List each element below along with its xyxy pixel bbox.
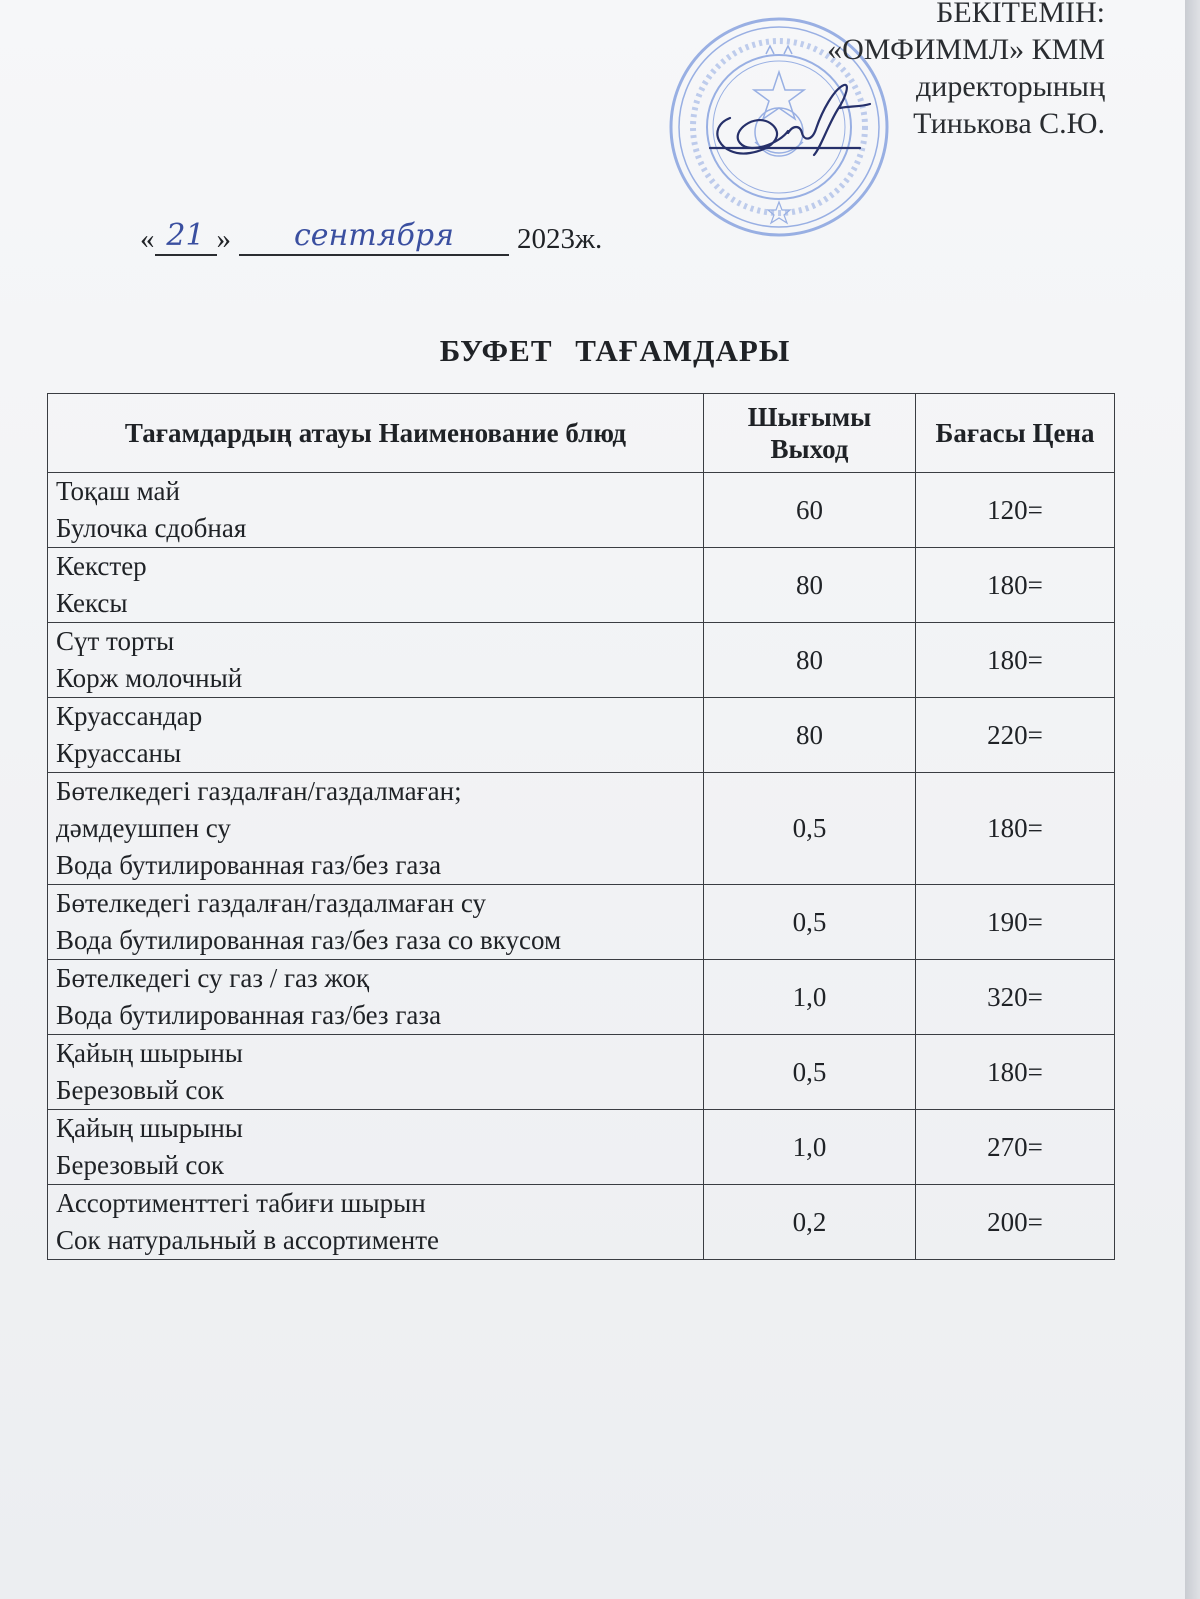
table-body xyxy=(48,473,1115,1260)
price-cell: 180= xyxy=(916,1035,1115,1110)
dish-name-line: Бөтелкедегі газдалған/газдалмаған; xyxy=(56,776,462,806)
price-cell: 270= xyxy=(916,1110,1115,1185)
dish-name-cell xyxy=(48,473,704,548)
table-row xyxy=(48,1110,1115,1185)
dish-name-line: Корж молочный xyxy=(56,663,243,693)
dish-name-line: Березовый сок xyxy=(56,1075,224,1105)
dish-name-line: Қайың шырыны xyxy=(56,1113,243,1143)
dish-name-line: Қайың шырыны xyxy=(56,1038,243,1068)
dish-name-line: дәмдеушпен су xyxy=(56,813,231,843)
dish-name-line: Вода бутилированная газ/без газа xyxy=(56,1000,442,1030)
table-row xyxy=(48,473,1115,548)
table-row xyxy=(48,960,1115,1035)
header-dish-name-kz: Тағамдардың атауы xyxy=(124,418,372,448)
approval-position: директорының xyxy=(916,70,1105,103)
header-price-kz: Бағасы xyxy=(935,418,1026,448)
date-open-quote: « xyxy=(140,223,155,255)
dish-name-line: Бөтелкедегі су газ / газ жоқ xyxy=(56,963,370,993)
approval-date xyxy=(140,218,602,256)
dish-name-cell xyxy=(48,773,704,885)
output-cell: 80 xyxy=(704,548,916,623)
date-day: 21 xyxy=(155,218,217,256)
buffet-menu-table xyxy=(47,393,1115,1260)
output-cell: 1,0 xyxy=(704,1110,916,1185)
output-cell: 0,5 xyxy=(704,1035,916,1110)
dish-name-line: Тоқаш май xyxy=(56,476,180,506)
table-row xyxy=(48,698,1115,773)
price-cell: 180= xyxy=(916,623,1115,698)
dish-name-line: Кекстер xyxy=(56,551,147,581)
page-edge-shadow xyxy=(1185,0,1200,1599)
table-row xyxy=(48,548,1115,623)
table-row xyxy=(48,1035,1115,1110)
table-row xyxy=(48,773,1115,885)
page-title: БУФЕТ ТАҒАМДАРЫ xyxy=(439,333,791,368)
output-cell: 60 xyxy=(704,473,916,548)
output-cell: 0,5 xyxy=(704,885,916,960)
table-header-row xyxy=(48,394,1115,473)
approval-director-name: Тинькова С.Ю. xyxy=(913,107,1105,140)
dish-name-cell xyxy=(48,960,704,1035)
dish-name-line: Вода бутилированная газ/без газа со вкусом xyxy=(56,925,562,955)
dish-name-line: Кексы xyxy=(56,588,128,618)
dish-name-line: Ассортименттегі табиғи шырын xyxy=(56,1188,426,1218)
approval-block xyxy=(827,0,1105,142)
header-price xyxy=(916,394,1115,473)
header-output xyxy=(704,394,916,473)
dish-name-cell xyxy=(48,1035,704,1110)
header-dish-name-ru: Наименование блюд xyxy=(378,418,627,448)
dish-name-line: Березовый сок xyxy=(56,1150,224,1180)
output-cell: 80 xyxy=(704,623,916,698)
dish-name-cell xyxy=(48,885,704,960)
approval-heading: БЕКІТЕМІН: xyxy=(936,0,1105,29)
dish-name-cell xyxy=(48,1110,704,1185)
output-cell: 1,0 xyxy=(704,960,916,1035)
price-cell: 120= xyxy=(916,473,1115,548)
table-row xyxy=(48,623,1115,698)
dish-name-line: Сүт торты xyxy=(56,626,175,656)
output-cell: 80 xyxy=(704,698,916,773)
dish-name-line: Вода бутилированная газ/без газа xyxy=(56,850,442,880)
dish-name-cell xyxy=(48,548,704,623)
dish-name-line: Бөтелкедегі газдалған/газдалмаған су xyxy=(56,888,486,918)
date-close-quote: » xyxy=(216,223,231,255)
date-month: сентября xyxy=(239,218,509,256)
price-cell: 190= xyxy=(916,885,1115,960)
table-row xyxy=(48,885,1115,960)
header-dish-name xyxy=(48,394,704,473)
header-price-ru: Цена xyxy=(1032,418,1095,448)
dish-name-cell xyxy=(48,623,704,698)
dish-name-cell xyxy=(48,698,704,773)
date-year: 2023ж. xyxy=(517,223,603,255)
output-cell: 0,2 xyxy=(704,1185,916,1260)
price-cell: 220= xyxy=(916,698,1115,773)
dish-name-line: Сок натуральный в ассортименте xyxy=(56,1225,439,1255)
header-output-kz: Шығымы xyxy=(747,402,872,432)
dish-name-cell xyxy=(48,1185,704,1260)
header-output-ru: Выход xyxy=(770,434,849,464)
price-cell: 200= xyxy=(916,1185,1115,1260)
dish-name-line: Круассаны xyxy=(56,738,182,768)
dish-name-line: Круассандар xyxy=(56,701,203,731)
approval-organization: «ОМФИММЛ» КММ xyxy=(827,33,1105,66)
table-row xyxy=(48,1185,1115,1260)
price-cell: 180= xyxy=(916,773,1115,885)
dish-name-line: Булочка сдобная xyxy=(56,513,247,543)
price-cell: 320= xyxy=(916,960,1115,1035)
output-cell: 0,5 xyxy=(704,773,916,885)
price-cell: 180= xyxy=(916,548,1115,623)
